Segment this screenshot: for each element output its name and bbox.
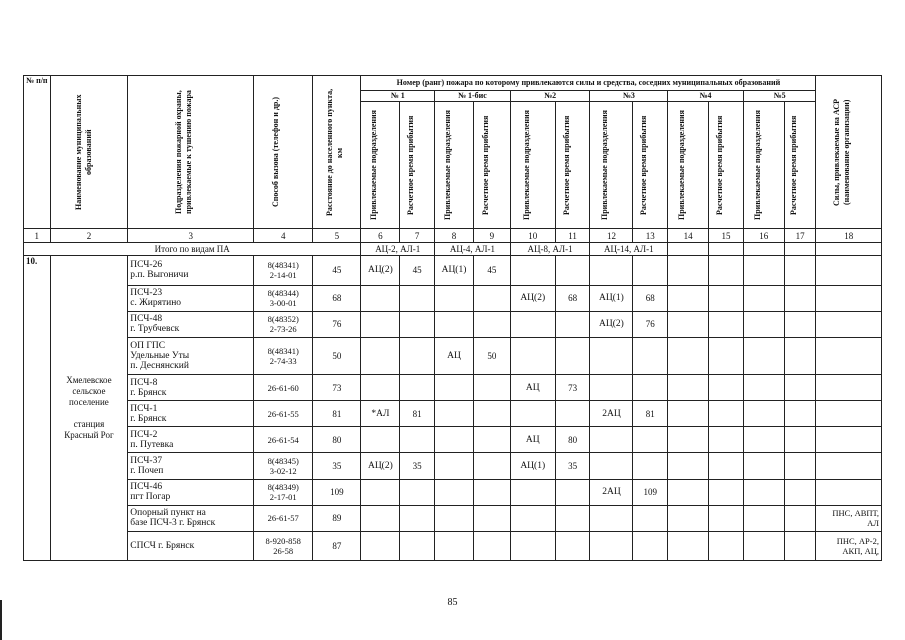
empty-cell (743, 427, 784, 453)
arrival-time (555, 531, 590, 560)
asr-forces (816, 256, 882, 285)
column-number: 13 (633, 229, 668, 243)
attached-forces: АЦ (510, 427, 555, 453)
empty-cell (709, 531, 744, 560)
arrival-time: 76 (633, 311, 668, 337)
empty-cell (668, 505, 709, 531)
column-number: 3 (128, 229, 254, 243)
attached-forces (510, 505, 555, 531)
column-number: 9 (473, 229, 510, 243)
empty-cell (668, 375, 709, 401)
arrival-time (633, 256, 668, 285)
header-units: Подразделения пожарной охраны, привлекаемые к тушению пожара (128, 76, 254, 229)
attached-forces (590, 453, 633, 479)
attached-forces: АЦ(2) (510, 285, 555, 311)
attached-forces: АЦ (510, 375, 555, 401)
empty-cell (743, 375, 784, 401)
header-municipality: Наименование муниципальных образований (50, 76, 128, 229)
empty-cell (784, 256, 816, 285)
empty-cell (743, 256, 784, 285)
fire-resources-table (23, 75, 882, 561)
arrival-time (400, 311, 435, 337)
distance-km: 109 (313, 479, 361, 505)
column-number: 6 (361, 229, 400, 243)
arrival-time (473, 453, 510, 479)
attached-forces: *АЛ (361, 401, 400, 427)
itogo-rank3: АЦ-14, АЛ-1 (590, 242, 668, 256)
attached-forces (510, 531, 555, 560)
attached-forces (590, 337, 633, 375)
arrival-time (633, 427, 668, 453)
empty-cell (784, 531, 816, 560)
column-number: 4 (254, 229, 313, 243)
arrival-time (633, 505, 668, 531)
call-method: 26-61-54 (254, 427, 313, 453)
fire-unit-name: ПСЧ-1 г. Брянск (128, 401, 254, 427)
header-num: № п/п (24, 76, 51, 229)
arrival-time (473, 285, 510, 311)
empty-cell (743, 337, 784, 375)
empty-cell (668, 453, 709, 479)
fire-unit-name: ПСЧ-37 г. Почеп (128, 453, 254, 479)
arrival-time (555, 505, 590, 531)
empty-cell (784, 311, 816, 337)
attached-forces (435, 311, 474, 337)
attached-forces: 2АЦ (590, 479, 633, 505)
arrival-time (555, 337, 590, 375)
call-method: 8(48341) 2-74-33 (254, 337, 313, 375)
empty-cell (668, 337, 709, 375)
asr-forces: ПНС, АВПТ, АЛ (816, 505, 882, 531)
fire-unit-name: ПСЧ-23 с. Жирятино (128, 285, 254, 311)
header-rank: №2 (510, 90, 590, 101)
attached-forces: АЦ(1) (590, 285, 633, 311)
empty-cell (743, 311, 784, 337)
asr-forces (816, 453, 882, 479)
itogo-label: Итого по видам ПА (24, 242, 361, 256)
empty-cell (709, 479, 744, 505)
asr-forces (816, 375, 882, 401)
attached-forces (435, 285, 474, 311)
attached-forces: АЦ(2) (590, 311, 633, 337)
attached-forces (361, 375, 400, 401)
arrival-time (633, 375, 668, 401)
attached-forces (590, 375, 633, 401)
attached-forces (510, 337, 555, 375)
header-rank: № 1-бис (435, 90, 511, 101)
table-row (24, 285, 882, 311)
arrival-time: 68 (633, 285, 668, 311)
empty-cell (743, 285, 784, 311)
empty-cell (668, 479, 709, 505)
arrival-time (473, 531, 510, 560)
itogo-rank1bis: АЦ-4, АЛ-1 (435, 242, 511, 256)
attached-forces (590, 531, 633, 560)
empty-cell (709, 285, 744, 311)
call-method: 8(48349) 2-17-01 (254, 479, 313, 505)
attached-forces: 2АЦ (590, 401, 633, 427)
arrival-time (473, 479, 510, 505)
municipality-name: Хмелевское сельское поселение станция Красный Рог (50, 256, 128, 561)
header-asr: Силы, привлекаемые на АСР (наименование организации) (816, 76, 882, 229)
empty-cell (668, 311, 709, 337)
attached-forces (510, 256, 555, 285)
attached-forces (510, 479, 555, 505)
page-number: 85 (447, 597, 458, 608)
asr-forces (816, 311, 882, 337)
header-sub-units: Привлекаемые подразделения (743, 102, 784, 229)
attached-forces (361, 311, 400, 337)
distance-km: 80 (313, 427, 361, 453)
table-row (24, 505, 882, 531)
empty-cell (784, 505, 816, 531)
call-method: 26-61-60 (254, 375, 313, 401)
empty-cell (709, 401, 744, 427)
call-method: 8(48344) 3-00-01 (254, 285, 313, 311)
attached-forces (435, 505, 474, 531)
row-number: 10. (24, 256, 51, 561)
empty-cell (743, 505, 784, 531)
empty-cell (709, 311, 744, 337)
distance-km: 76 (313, 311, 361, 337)
asr-forces (816, 285, 882, 311)
attached-forces (361, 479, 400, 505)
header-sub-units: Привлекаемые подразделения (435, 102, 474, 229)
distance-km: 73 (313, 375, 361, 401)
arrival-time (633, 531, 668, 560)
fire-unit-name: Опорный пункт на базе ПСЧ-3 г. Брянск (128, 505, 254, 531)
arrival-time: 80 (555, 427, 590, 453)
arrival-time: 109 (633, 479, 668, 505)
attached-forces (510, 401, 555, 427)
empty-cell (709, 453, 744, 479)
attached-forces (510, 311, 555, 337)
fire-unit-name: ПСЧ-8 г. Брянск (128, 375, 254, 401)
attached-forces: АЦ(1) (510, 453, 555, 479)
empty-cell (668, 256, 709, 285)
header-sub-time: Расчетное время прибытия (784, 102, 816, 229)
header-distance: Расстояние до населенного пункта, км (313, 76, 361, 229)
column-number: 11 (555, 229, 590, 243)
arrival-time (473, 427, 510, 453)
empty-cell (743, 531, 784, 560)
header-group-title: Номер (ранг) пожара по которому привлекаются силы и средства, соседних муниципальных образований (361, 76, 816, 91)
header-sub-units: Привлекаемые подразделения (361, 102, 400, 229)
attached-forces (361, 531, 400, 560)
column-number: 8 (435, 229, 474, 243)
table-row (24, 256, 882, 285)
empty-cell (784, 453, 816, 479)
empty-cell (709, 256, 744, 285)
asr-forces (816, 401, 882, 427)
empty-cell (709, 427, 744, 453)
fire-unit-name: СПСЧ г. Брянск (128, 531, 254, 560)
table-row (24, 427, 882, 453)
empty-cell (709, 337, 744, 375)
fire-unit-name: ПСЧ-26 р.п. Выгоничи (128, 256, 254, 285)
arrival-time (400, 531, 435, 560)
asr-forces: ПНС, АР-2, АКП, АЦ, (816, 531, 882, 560)
asr-forces (816, 337, 882, 375)
arrival-time (400, 427, 435, 453)
column-number: 2 (50, 229, 128, 243)
distance-km: 50 (313, 337, 361, 375)
table-row (24, 479, 882, 505)
attached-forces (361, 427, 400, 453)
arrival-time: 81 (400, 401, 435, 427)
header-sub-time: Расчетное время прибытия (400, 102, 435, 229)
header-sub-units: Привлекаемые подразделения (668, 102, 709, 229)
call-method: 26-61-55 (254, 401, 313, 427)
table-row (24, 375, 882, 401)
scan-edge-mark (0, 600, 2, 640)
fire-unit-name: ПСЧ-46 пгт Погар (128, 479, 254, 505)
empty-cell (668, 427, 709, 453)
arrival-time (400, 505, 435, 531)
arrival-time (633, 453, 668, 479)
table-row (24, 337, 882, 375)
attached-forces (590, 427, 633, 453)
attached-forces (435, 479, 474, 505)
attached-forces (435, 453, 474, 479)
header-sub-units: Привлекаемые подразделения (510, 102, 555, 229)
header-rank: №4 (668, 90, 744, 101)
empty-cell (668, 401, 709, 427)
empty-cell (709, 375, 744, 401)
empty-cell (668, 531, 709, 560)
distance-km: 35 (313, 453, 361, 479)
arrival-time: 35 (400, 453, 435, 479)
table-row (24, 453, 882, 479)
arrival-time (555, 401, 590, 427)
attached-forces: АЦ (435, 337, 474, 375)
header-rank: №5 (743, 90, 816, 101)
attached-forces (590, 256, 633, 285)
attached-forces (361, 505, 400, 531)
attached-forces (590, 505, 633, 531)
empty-cell (784, 375, 816, 401)
column-number: 10 (510, 229, 555, 243)
header-sub-time: Расчетное время прибытия (709, 102, 744, 229)
column-number: 18 (816, 229, 882, 243)
arrival-time (473, 375, 510, 401)
arrival-time (400, 479, 435, 505)
column-number: 15 (709, 229, 744, 243)
attached-forces: АЦ(1) (435, 256, 474, 285)
arrival-time: 73 (555, 375, 590, 401)
arrival-time (555, 311, 590, 337)
fire-unit-name: ПСЧ-2 п. Путевка (128, 427, 254, 453)
empty-cell (784, 337, 816, 375)
attached-forces (361, 285, 400, 311)
fire-unit-name: ОП ГПС Удельные Уты п. Деснянский (128, 337, 254, 375)
header-rank: №3 (590, 90, 668, 101)
header-sub-time: Расчетное время прибытия (633, 102, 668, 229)
empty-cell (668, 285, 709, 311)
table-row (24, 531, 882, 560)
arrival-time (400, 285, 435, 311)
column-number: 17 (784, 229, 816, 243)
call-method: 8-920-858 26-58 (254, 531, 313, 560)
column-number: 7 (400, 229, 435, 243)
distance-km: 45 (313, 256, 361, 285)
empty-cell (743, 401, 784, 427)
itogo-rank2: АЦ-8, АЛ-1 (510, 242, 590, 256)
distance-km: 81 (313, 401, 361, 427)
distance-km: 89 (313, 505, 361, 531)
header-sub-time: Расчетное время прибытия (555, 102, 590, 229)
arrival-time (400, 337, 435, 375)
attached-forces (361, 337, 400, 375)
empty-cell (784, 401, 816, 427)
distance-km: 68 (313, 285, 361, 311)
column-number: 5 (313, 229, 361, 243)
arrival-time: 35 (555, 453, 590, 479)
itogo-rank1: АЦ-2, АЛ-1 (361, 242, 435, 256)
asr-forces (816, 479, 882, 505)
attached-forces: АЦ(2) (361, 256, 400, 285)
arrival-time (473, 401, 510, 427)
asr-forces (816, 427, 882, 453)
header-rank: № 1 (361, 90, 435, 101)
arrival-time: 45 (400, 256, 435, 285)
header-sub-time: Расчетное время прибытия (473, 102, 510, 229)
empty-cell (743, 479, 784, 505)
column-number: 14 (668, 229, 709, 243)
arrival-time: 68 (555, 285, 590, 311)
call-method: 8(48341) 2-14-01 (254, 256, 313, 285)
column-number: 12 (590, 229, 633, 243)
arrival-time: 50 (473, 337, 510, 375)
attached-forces (435, 531, 474, 560)
empty-cell (784, 427, 816, 453)
column-number: 1 (24, 229, 51, 243)
empty-cell (743, 453, 784, 479)
empty-cell (784, 285, 816, 311)
arrival-time (473, 311, 510, 337)
call-method: 26-61-57 (254, 505, 313, 531)
arrival-time: 45 (473, 256, 510, 285)
distance-km: 87 (313, 531, 361, 560)
header-call: Способ вызова (телефон и др.) (254, 76, 313, 229)
empty-cell (784, 479, 816, 505)
header-sub-units: Привлекаемые подразделения (590, 102, 633, 229)
table-row (24, 401, 882, 427)
arrival-time (555, 479, 590, 505)
column-number: 16 (743, 229, 784, 243)
arrival-time (473, 505, 510, 531)
arrival-time (633, 337, 668, 375)
empty-cell (709, 505, 744, 531)
fire-unit-name: ПСЧ-48 г. Трубчевск (128, 311, 254, 337)
call-method: 8(48345) 3-02-12 (254, 453, 313, 479)
arrival-time (555, 256, 590, 285)
attached-forces (435, 427, 474, 453)
arrival-time: 81 (633, 401, 668, 427)
attached-forces (435, 401, 474, 427)
arrival-time (400, 375, 435, 401)
attached-forces (435, 375, 474, 401)
table-row (24, 311, 882, 337)
attached-forces: АЦ(2) (361, 453, 400, 479)
call-method: 8(48352) 2-73-26 (254, 311, 313, 337)
